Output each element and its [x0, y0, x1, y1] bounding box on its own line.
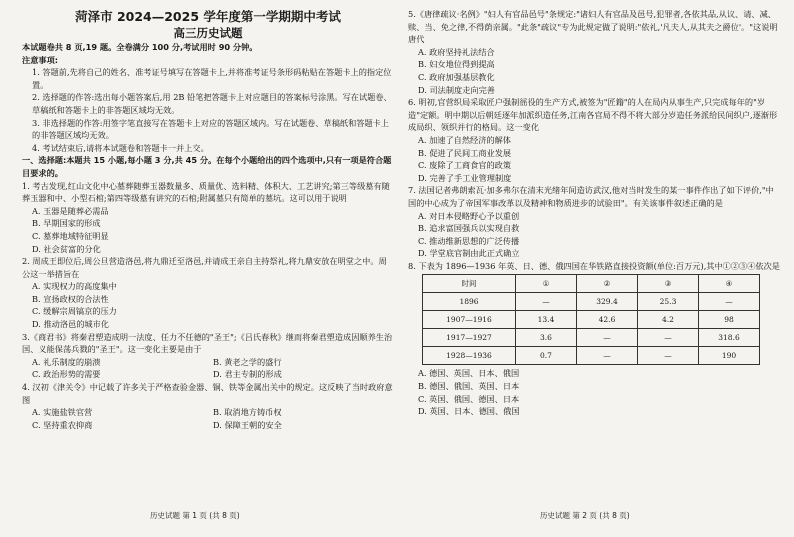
question-7: [408, 184, 780, 260]
option-a: A. 礼乐制度的崩溃: [32, 356, 101, 367]
options-grid: [22, 356, 394, 381]
option-b: B. 宣扬政权的合法性: [32, 293, 109, 304]
option-c: C. 推动维新思想的广泛传播: [418, 235, 520, 246]
table-cell: 1896: [423, 293, 516, 311]
table-cell: 4.2: [638, 311, 699, 329]
notice-1: 1. 答题前,先将自己的姓名、准考证号填写在答题卡上,并将准考证号条形码粘贴在答题卡上的指定位置。: [32, 67, 392, 90]
table-cell: —: [699, 293, 760, 311]
option-c: C. 墓葬地域特征明显: [32, 230, 109, 241]
page-2-footer: 历史试题 第 2 页 (共 8 页): [540, 511, 630, 520]
option-a: A. 对日本侵略野心予以重创: [418, 210, 520, 221]
table-cell: 1917—1927: [423, 329, 516, 347]
option-a: A. 实施盐铁官营: [32, 407, 93, 418]
option-d: D. 英国、日本、德国、俄国: [418, 406, 520, 417]
notice-3: 3. 非选择题的作答:用签字笔直接写在答题卡上对应的答题区域内。写在试题卷、草稿纸和答题卡上的非答题区域均无效。: [32, 117, 390, 141]
table-cell: 1907—1916: [423, 311, 516, 329]
question-stem: 6. 明初,官营织局采取匠户强制徭役的生产方式,被签为"匠籍"的人在局内从事生产,只完成每年的"岁造"定额。明中期以后朝廷逐年加派织造任务,江南各官局不得不将大部分岁造任务派给民间织户,逐渐形成局织、领织并行的格局。这一变化: [408, 97, 778, 133]
option-c: C. 政治形势的需要: [32, 369, 101, 380]
table-cell: 3.6: [516, 329, 577, 347]
investment-table: [422, 274, 760, 365]
notice-2: 2. 选择题的作答:选出每小题答案后,用 2B 铅笔把答题卡上对应题目的答案标号涂黑。写在试题卷、草稿纸和答题卡上的非答题区域均无效。: [32, 92, 392, 115]
table-cell: 25.3: [638, 293, 699, 311]
option-b: B. 黄老之学的盛行: [213, 356, 282, 367]
option-c: C. 缓解宗周镐京的压力: [32, 306, 117, 317]
table-row: [423, 293, 760, 311]
table-cell: 1928—1936: [423, 347, 516, 365]
table-cell: 98: [699, 311, 760, 329]
option-d: D. 社会贫富的分化: [32, 243, 101, 254]
option-b: B. 早期国家的形成: [32, 218, 101, 229]
notice-label: 注意事项:: [22, 54, 59, 65]
table-cell: 318.6: [699, 329, 760, 347]
table-cell: —: [577, 329, 638, 347]
table-header: ③: [638, 275, 699, 293]
option-d: D. 完善了手工业管理制度: [418, 172, 512, 183]
table-cell: 329.4: [577, 293, 638, 311]
option-b: B. 德国、俄国、英国、日本: [418, 381, 520, 392]
page-2: [408, 8, 780, 418]
question-stem: 8. 下表为 1896—1936 年英、日、德、俄四国在华铁路直接投资额(单位:百万元),其中①②③④依次是: [408, 260, 780, 271]
question-stem: 2. 周成王即位后,周公旦营造洛邑,将九鼎迁至洛邑,并请成王亲自主持祭礼,将九鼎安放在明堂之中。周公这一举措旨在: [22, 256, 387, 279]
question-stem: 7. 法国记者弗朗索瓦·加多弗尔在清末光绪年间造访武汉,他对当时发生的某一事件作出了如下评价,"中国的中心成为了帝国军事改革以及精神和物质进步的试验田"。有关该事件叙述正确的是: [408, 185, 774, 208]
question-5: [408, 8, 780, 96]
option-b: B. 妇女地位得到提高: [418, 59, 495, 70]
question-4: [22, 381, 394, 431]
exam-intro: 本试题卷共 8 页,19 题。全卷满分 100 分,考试用时 90 分钟。: [22, 42, 258, 52]
option-b: B. 取消地方铸币权: [213, 407, 282, 418]
question-6: [408, 96, 780, 184]
question-stem: 5.《唐律疏议·名例》"妇人有官品邑号"条规定:"诸妇人有官品及邑号,犯罪者,各依其品,从议、请、减、赎、当、免之律,不得荫亲属。"此条"疏议"专为此规定做了说明:"依礼,'凡夫人,从其夫之爵位'。"这说明唐代: [408, 9, 778, 45]
question-stem: 4. 汉初《津关令》中记载了许多关于严格查验金器、铜、铁等金属出关中的规定。这反映了当时政府意图: [22, 382, 393, 405]
options-grid: [22, 406, 394, 431]
section-heading: 一、选择题:本题共 15 小题,每小题 3 分,共 45 分。在每个小题给出的四个选项中,只有一项是符合题目要求的。: [22, 155, 392, 178]
option-a: A. 政府坚持礼法结合: [418, 46, 495, 57]
table-row: [423, 311, 760, 329]
table-cell: —: [638, 329, 699, 347]
question-2: [22, 255, 394, 331]
option-b: B. 促进了民间工商业发展: [418, 147, 512, 158]
page-1-footer: 历史试题 第 1 页 (共 8 页): [150, 511, 240, 520]
question-1: [22, 180, 394, 256]
table-cell: 42.6: [577, 311, 638, 329]
notice-4: 4. 考试结束后,请将本试题卷和答题卡一并上交。: [32, 142, 209, 153]
question-stem: 3.《商君书》将秦君塑造成明一法度、任力不任德的"圣王";《吕氏春秋》继而将秦君塑造成因顺养生治国、义能保荡兵戮的"圣王"。这一变化主要是由于: [22, 331, 393, 355]
exam-title: 菏泽市 2024—2025 学年度第一学期期中考试: [75, 9, 341, 24]
option-a: A. 德国、英国、日本、俄国: [418, 368, 520, 379]
table-cell: 0.7: [516, 347, 577, 365]
table-header: ②: [577, 275, 638, 293]
option-b: B. 追求富国强兵以实现自救: [418, 223, 520, 234]
option-d: D. 推动洛邑的城市化: [32, 319, 109, 330]
question-3: [22, 331, 394, 381]
option-c: C. 英国、俄国、德国、日本: [418, 393, 520, 404]
table-header: ①: [516, 275, 577, 293]
table-row: [423, 329, 760, 347]
option-d: D. 司法制度走向完善: [418, 84, 495, 95]
table-cell: 190: [699, 347, 760, 365]
table-row: [423, 347, 760, 365]
exam-subtitle: 高三历史试题: [173, 26, 243, 40]
table-header: 时间: [423, 275, 516, 293]
option-d: D. 君主专制的形成: [213, 369, 282, 380]
table-header-row: [423, 275, 760, 293]
option-a: A. 实现权力的高度集中: [32, 281, 117, 292]
table-cell: 13.4: [516, 311, 577, 329]
option-d: D. 保障王朝的安全: [213, 419, 282, 430]
page-1: [22, 8, 394, 431]
option-d: D. 学堂底官制由此正式确立: [418, 248, 520, 259]
question-8: [408, 260, 780, 418]
table-cell: —: [638, 347, 699, 365]
option-c: C. 坚持重农抑商: [32, 419, 93, 430]
option-a: A. 加速了自然经济的解体: [418, 134, 511, 145]
option-a: A. 玉器是随葬必需品: [32, 205, 109, 216]
option-c: C. 政府加强基层教化: [418, 71, 495, 82]
table-header: ④: [699, 275, 760, 293]
table-cell: —: [516, 293, 577, 311]
question-stem: 1. 考古发现,红山文化中心墓葬随葬玉器数量多、质量优、选料精、体积大、工艺讲究;第三等级墓有随葬玉器和中、小型石棺;第四等级墓有讲究的石棺;附属墓只有简单的墓坑。这可以用于说明: [22, 180, 390, 204]
option-c: C. 废除了工商食官的政策: [418, 160, 512, 171]
table-cell: —: [577, 347, 638, 365]
